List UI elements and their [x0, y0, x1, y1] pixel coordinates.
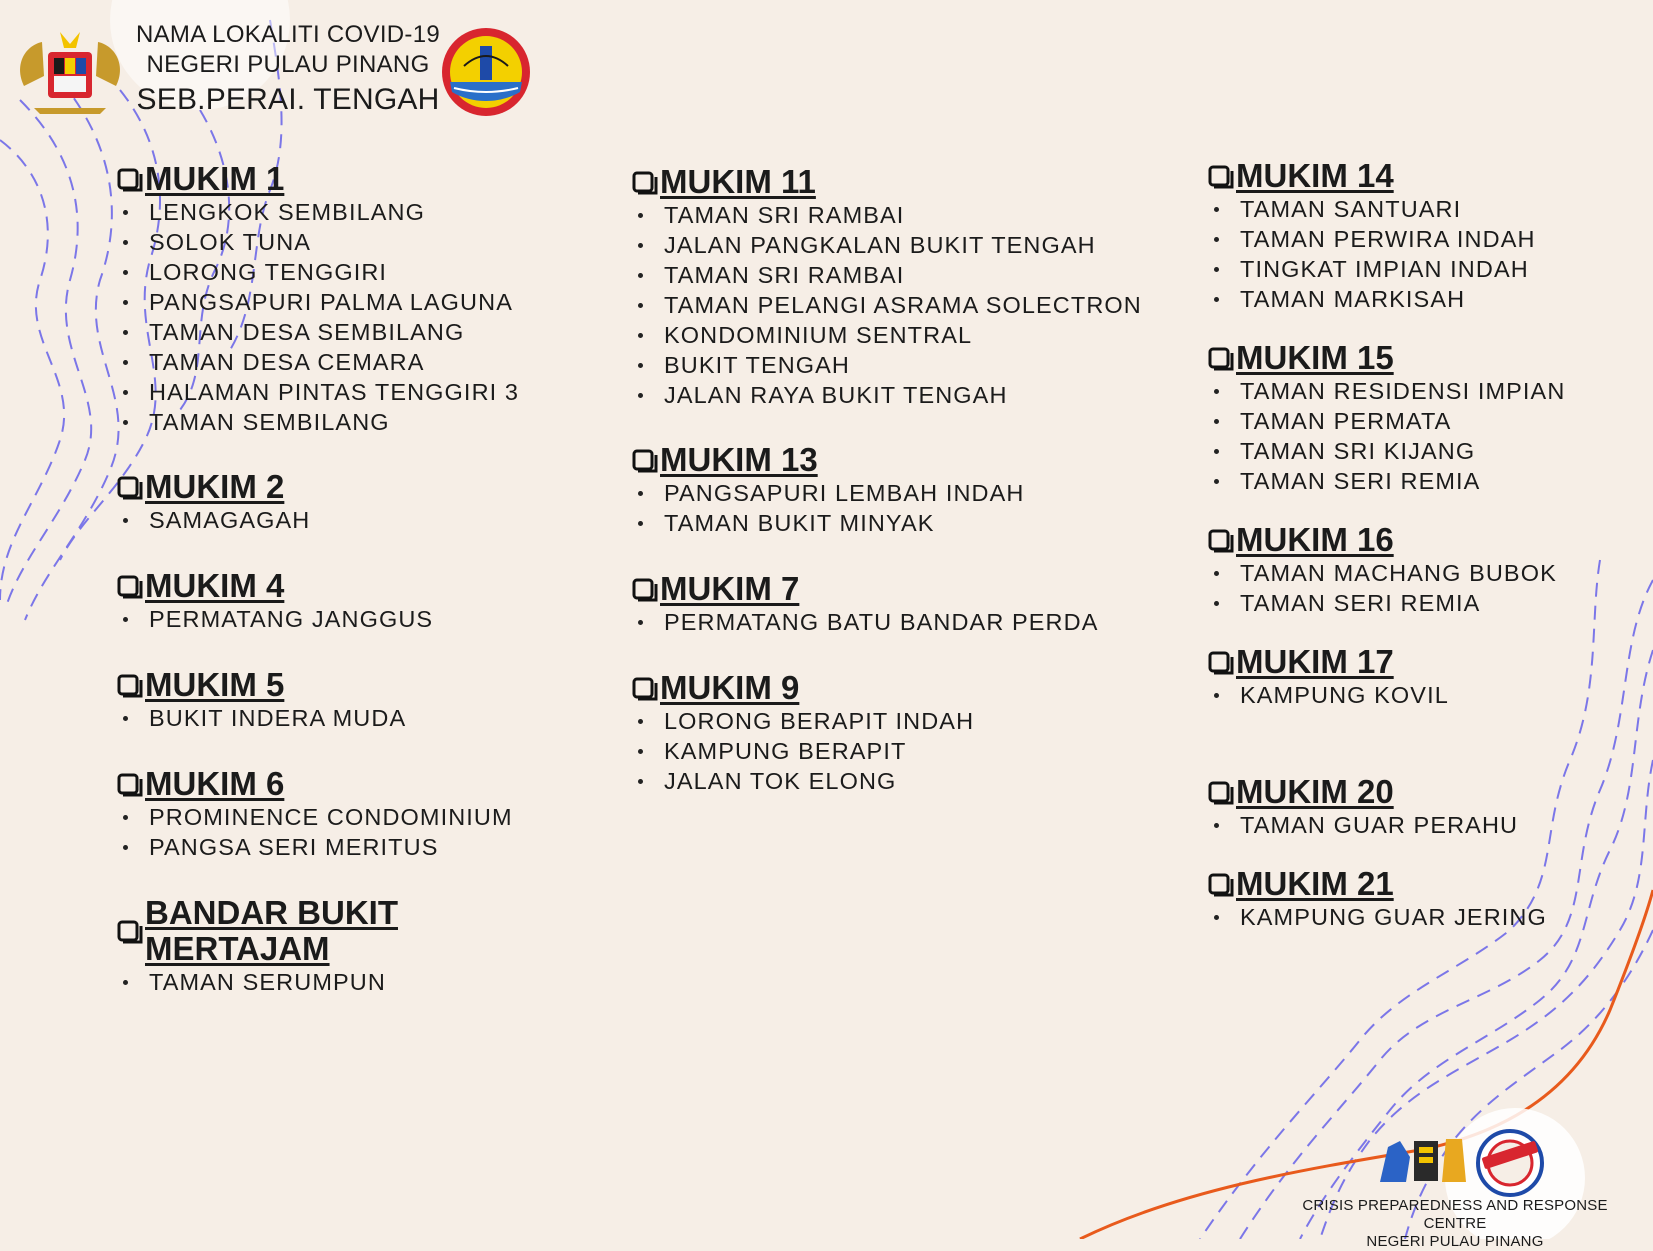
section-mukim-11: [636, 164, 1156, 410]
section-mukim-9: [636, 670, 1156, 796]
section-title: MUKIM 17: [1208, 644, 1642, 680]
list-item: LORONG TENGGIRI: [121, 257, 591, 287]
locality-list: [121, 604, 591, 634]
section-title: MUKIM 20: [1208, 774, 1642, 810]
list-item: TAMAN SERUMPUN: [121, 967, 591, 997]
list-item: TAMAN SERI REMIA: [1212, 588, 1642, 618]
list-item: KONDOMINIUM SENTRAL: [636, 320, 1156, 350]
list-item: TAMAN RESIDENSI IMPIAN: [1212, 376, 1642, 406]
list-item: JALAN TOK ELONG: [636, 766, 1156, 796]
locality-list: [121, 505, 591, 535]
list-item: KAMPUNG KOVIL: [1212, 680, 1642, 710]
checkbox-square-icon: [117, 672, 143, 698]
list-item: JALAN PANGKALAN BUKIT TENGAH: [636, 230, 1156, 260]
header-line-2: NEGERI PULAU PINANG: [146, 51, 430, 78]
section-title: MUKIM 2: [117, 469, 591, 505]
section-title: MUKIM 21: [1208, 866, 1642, 902]
list-item: TAMAN SERI REMIA: [1212, 466, 1642, 496]
page-header: [10, 18, 530, 128]
section-title: MUKIM 1: [117, 161, 591, 197]
page-footer: [1270, 1125, 1653, 1250]
section-mukim-16: [1212, 522, 1642, 618]
section-mukim-1: [121, 161, 591, 437]
list-item: TAMAN PELANGI ASRAMA SOLECTRON: [636, 290, 1156, 320]
list-item: PERMATANG BATU BANDAR PERDA: [636, 607, 1156, 637]
list-item: TAMAN DESA SEMBILANG: [121, 317, 591, 347]
list-item: TAMAN MACHANG BUBOK: [1212, 558, 1642, 588]
checkbox-square-icon: [1208, 871, 1234, 897]
checkbox-square-icon: [117, 573, 143, 599]
locality-list: [1212, 558, 1642, 618]
section-mukim-17: [1212, 644, 1642, 710]
section-title: MUKIM 13: [632, 442, 1156, 478]
locality-list: [121, 197, 591, 437]
list-item: HALAMAN PINTAS TENGGIRI 3: [121, 377, 591, 407]
list-item: LENGKOK SEMBILANG: [121, 197, 591, 227]
locality-list: [121, 802, 591, 862]
list-item: PROMINENCE CONDOMINIUM: [121, 802, 591, 832]
checkbox-square-icon: [632, 447, 658, 473]
section-mukim-14: [1212, 158, 1642, 314]
section-title: BANDAR BUKIT MERTAJAM: [117, 895, 591, 967]
list-item: TAMAN DESA CEMARA: [121, 347, 591, 377]
list-item: SOLOK TUNA: [121, 227, 591, 257]
checkbox-square-icon: [1208, 345, 1234, 371]
list-item: BUKIT TENGAH: [636, 350, 1156, 380]
section-title: MUKIM 7: [632, 571, 1156, 607]
section-mukim-6: [121, 766, 591, 862]
penang-state-logo-icon: [440, 26, 532, 118]
locality-list: [636, 607, 1156, 637]
section-mukim-7: [636, 571, 1156, 637]
column-3: [1212, 158, 1642, 932]
footer-caption: [1270, 1197, 1640, 1251]
list-item: KAMPUNG GUAR JERING: [1212, 902, 1642, 932]
locality-list: [636, 200, 1156, 410]
checkbox-square-icon: [1208, 163, 1234, 189]
locality-list: [121, 967, 591, 997]
section-mukim-15: [1212, 340, 1642, 496]
checkbox-square-icon: [632, 169, 658, 195]
footer-line-1: CRISIS PREPAREDNESS AND RESPONSE CENTRE: [1302, 1197, 1608, 1232]
list-item: JALAN RAYA BUKIT TENGAH: [636, 380, 1156, 410]
locality-list: [1212, 680, 1642, 710]
cprc-logos-icon: [1370, 1127, 1550, 1197]
section-title: MUKIM 11: [632, 164, 1156, 200]
section-bandar-bukit-mertajam: [121, 895, 591, 997]
section-title: MUKIM 16: [1208, 522, 1642, 558]
header-line-1: NAMA LOKALITI COVID-19: [135, 21, 441, 48]
list-item: TAMAN MARKISAH: [1212, 284, 1642, 314]
locality-list: [636, 706, 1156, 796]
list-item: TINGKAT IMPIAN INDAH: [1212, 254, 1642, 284]
section-mukim-13: [636, 442, 1156, 538]
section-title: MUKIM 4: [117, 568, 591, 604]
section-mukim-4: [121, 568, 591, 634]
locality-list: [1212, 194, 1642, 314]
locality-list: [1212, 810, 1642, 840]
checkbox-square-icon: [632, 576, 658, 602]
list-item: PANGSAPURI LEMBAH INDAH: [636, 478, 1156, 508]
section-title: MUKIM 9: [632, 670, 1156, 706]
list-item: TAMAN SEMBILANG: [121, 407, 591, 437]
checkbox-square-icon: [1208, 649, 1234, 675]
malaysia-coat-of-arms-icon: [14, 26, 126, 118]
section-title: MUKIM 14: [1208, 158, 1642, 194]
list-item: TAMAN SRI RAMBAI: [636, 200, 1156, 230]
locality-list: [1212, 376, 1642, 496]
locality-list: [636, 478, 1156, 538]
checkbox-square-icon: [117, 771, 143, 797]
list-item: TAMAN SANTUARI: [1212, 194, 1642, 224]
list-item: TAMAN SRI KIJANG: [1212, 436, 1642, 466]
list-item: PANGSA SERI MERITUS: [121, 832, 591, 862]
section-title: MUKIM 5: [117, 667, 591, 703]
section-title: MUKIM 15: [1208, 340, 1642, 376]
list-item: TAMAN PERWIRA INDAH: [1212, 224, 1642, 254]
list-item: LORONG BERAPIT INDAH: [636, 706, 1156, 736]
section-mukim-2: [121, 469, 591, 535]
header-line-3: SEB.PERAI. TENGAH: [136, 83, 440, 116]
list-item: PANGSAPURI PALMA LAGUNA: [121, 287, 591, 317]
list-item: TAMAN BUKIT MINYAK: [636, 508, 1156, 538]
column-1: [121, 161, 591, 997]
section-title: MUKIM 6: [117, 766, 591, 802]
list-item: SAMAGAGAH: [121, 505, 591, 535]
section-mukim-20: [1212, 774, 1642, 840]
checkbox-square-icon: [1208, 527, 1234, 553]
list-item: TAMAN PERMATA: [1212, 406, 1642, 436]
list-item: PERMATANG JANGGUS: [121, 604, 591, 634]
header-title: [128, 20, 448, 120]
list-item: BUKIT INDERA MUDA: [121, 703, 591, 733]
footer-line-2: NEGERI PULAU PINANG: [1366, 1233, 1544, 1250]
checkbox-square-icon: [1208, 779, 1234, 805]
locality-list: [1212, 902, 1642, 932]
list-item: TAMAN SRI RAMBAI: [636, 260, 1156, 290]
list-item: TAMAN GUAR PERAHU: [1212, 810, 1642, 840]
checkbox-square-icon: [632, 675, 658, 701]
locality-list: [121, 703, 591, 733]
checkbox-square-icon: [117, 166, 143, 192]
section-mukim-21: [1212, 866, 1642, 932]
column-2: [636, 164, 1156, 796]
checkbox-square-icon: [117, 918, 143, 944]
list-item: KAMPUNG BERAPIT: [636, 736, 1156, 766]
section-mukim-5: [121, 667, 591, 733]
checkbox-square-icon: [117, 474, 143, 500]
